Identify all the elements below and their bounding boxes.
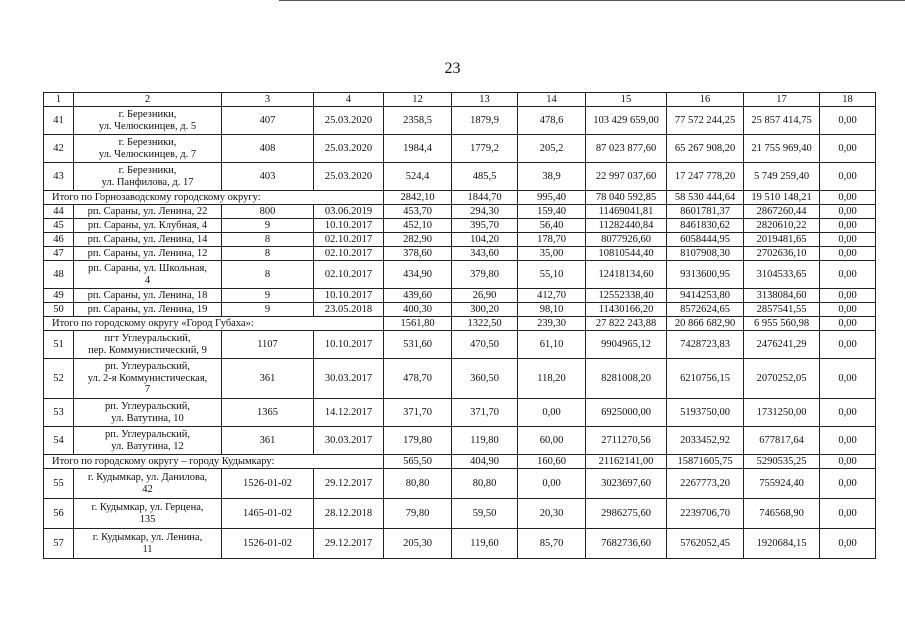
regional-funds-cell: 2702636,10 — [744, 247, 820, 261]
area-total-cell: 439,60 — [384, 289, 452, 303]
area-total-cell: 371,70 — [384, 399, 452, 427]
area-nonliving-cell: 55,10 — [518, 261, 586, 289]
address-cell: рп. Углеуральский, ул. Ватутина, 10 — [74, 399, 222, 427]
area-total-cell: 478,70 — [384, 359, 452, 399]
address-cell: г. Кудымкар, ул. Ленина, 11 — [74, 529, 222, 559]
total-cost-cell: 8077926,60 — [586, 233, 667, 247]
area-total-cell: 179,80 — [384, 427, 452, 455]
subtotal-row — [44, 191, 876, 205]
row-number: 46 — [44, 233, 74, 247]
federal-funds-cell: 6058444,95 — [667, 233, 744, 247]
row-number: 44 — [44, 205, 74, 219]
area-living-cell: 59,50 — [452, 499, 518, 529]
doc-number-cell: 8 — [222, 233, 314, 247]
area-total-cell: 79,80 — [384, 499, 452, 529]
area-living-cell: 119,80 — [452, 427, 518, 455]
date-cell: 29.12.2017 — [314, 469, 384, 499]
table-row — [44, 399, 876, 427]
date-cell: 28.12.2018 — [314, 499, 384, 529]
total-cost-cell: 8281008,20 — [586, 359, 667, 399]
federal-funds-cell: 5193750,00 — [667, 399, 744, 427]
total-cost-cell: 6925000,00 — [586, 399, 667, 427]
regional-funds-cell: 5 749 259,40 — [744, 163, 820, 191]
area-living-cell: 360,50 — [452, 359, 518, 399]
area-total-cell: 434,90 — [384, 261, 452, 289]
area-nonliving-cell: 61,10 — [518, 331, 586, 359]
column-number: 13 — [452, 93, 518, 107]
date-cell: 03.06.2019 — [314, 205, 384, 219]
doc-number-cell: 1365 — [222, 399, 314, 427]
address-cell: рп. Сараны, ул. Ленина, 22 — [74, 205, 222, 219]
doc-number-cell: 9 — [222, 289, 314, 303]
area-living-cell: 404,90 — [452, 455, 518, 469]
local-funds-cell: 0,00 — [820, 529, 876, 559]
regional-funds-cell: 3138084,60 — [744, 289, 820, 303]
total-cost-cell: 3023697,60 — [586, 469, 667, 499]
row-number: 52 — [44, 359, 74, 399]
local-funds-cell: 0,00 — [820, 399, 876, 427]
date-cell: 02.10.2017 — [314, 261, 384, 289]
address-cell: рп. Углеуральский, ул. Ватутина, 12 — [74, 427, 222, 455]
table-body — [44, 93, 876, 559]
total-cost-cell: 2986275,60 — [586, 499, 667, 529]
doc-number-cell: 403 — [222, 163, 314, 191]
column-number: 1 — [44, 93, 74, 107]
total-cost-cell: 11469041,81 — [586, 205, 667, 219]
federal-funds-cell: 8601781,37 — [667, 205, 744, 219]
local-funds-cell: 0,00 — [820, 163, 876, 191]
table-row — [44, 233, 876, 247]
area-living-cell: 379,80 — [452, 261, 518, 289]
column-number: 17 — [744, 93, 820, 107]
area-total-cell: 453,70 — [384, 205, 452, 219]
date-cell: 25.03.2020 — [314, 163, 384, 191]
regional-funds-cell: 25 857 414,75 — [744, 107, 820, 135]
address-cell: рп. Сараны, ул. Ленина, 14 — [74, 233, 222, 247]
area-nonliving-cell: 178,70 — [518, 233, 586, 247]
doc-number-cell: 361 — [222, 427, 314, 455]
row-number: 48 — [44, 261, 74, 289]
table-row — [44, 331, 876, 359]
table-row — [44, 163, 876, 191]
row-number: 42 — [44, 135, 74, 163]
area-living-cell: 80,80 — [452, 469, 518, 499]
address-cell: рп. Углеуральский, ул. 2-я Коммунистическая, 7 — [74, 359, 222, 399]
area-total-cell: 205,30 — [384, 529, 452, 559]
area-nonliving-cell: 98,10 — [518, 303, 586, 317]
federal-funds-cell: 8572624,65 — [667, 303, 744, 317]
area-nonliving-cell: 205,2 — [518, 135, 586, 163]
federal-funds-cell: 2267773,20 — [667, 469, 744, 499]
table-row — [44, 107, 876, 135]
local-funds-cell: 0,00 — [820, 247, 876, 261]
table-row — [44, 219, 876, 233]
column-number: 4 — [314, 93, 384, 107]
row-number: 53 — [44, 399, 74, 427]
regional-funds-cell: 2019481,65 — [744, 233, 820, 247]
doc-number-cell: 1526-01-02 — [222, 469, 314, 499]
area-living-cell: 1844,70 — [452, 191, 518, 205]
area-nonliving-cell: 85,70 — [518, 529, 586, 559]
federal-funds-cell: 7428723,83 — [667, 331, 744, 359]
total-cost-cell: 27 822 243,88 — [586, 317, 667, 331]
area-total-cell: 378,60 — [384, 247, 452, 261]
local-funds-cell: 0,00 — [820, 317, 876, 331]
table-row — [44, 529, 876, 559]
total-cost-cell: 9904965,12 — [586, 331, 667, 359]
top-rule — [279, 0, 905, 1]
area-total-cell: 80,80 — [384, 469, 452, 499]
address-cell: рп. Сараны, ул. Клубная, 4 — [74, 219, 222, 233]
total-cost-cell: 7682736,60 — [586, 529, 667, 559]
subtotal-row — [44, 455, 876, 469]
total-cost-cell: 11282440,84 — [586, 219, 667, 233]
column-number: 2 — [74, 93, 222, 107]
total-cost-cell: 103 429 659,00 — [586, 107, 667, 135]
local-funds-cell: 0,00 — [820, 499, 876, 529]
area-nonliving-cell: 159,40 — [518, 205, 586, 219]
regional-funds-cell: 1731250,00 — [744, 399, 820, 427]
total-cost-cell: 10810544,40 — [586, 247, 667, 261]
local-funds-cell: 0,00 — [820, 135, 876, 163]
regional-funds-cell: 2070252,05 — [744, 359, 820, 399]
area-living-cell: 470,50 — [452, 331, 518, 359]
federal-funds-cell: 77 572 244,25 — [667, 107, 744, 135]
doc-number-cell: 9 — [222, 219, 314, 233]
doc-number-cell: 361 — [222, 359, 314, 399]
local-funds-cell: 0,00 — [820, 233, 876, 247]
area-living-cell: 104,20 — [452, 233, 518, 247]
row-number: 50 — [44, 303, 74, 317]
date-cell: 02.10.2017 — [314, 233, 384, 247]
area-living-cell: 1779,2 — [452, 135, 518, 163]
date-cell: 30.03.2017 — [314, 427, 384, 455]
area-nonliving-cell: 38,9 — [518, 163, 586, 191]
address-cell: рп. Сараны, ул. Ленина, 18 — [74, 289, 222, 303]
area-total-cell: 452,10 — [384, 219, 452, 233]
row-number: 43 — [44, 163, 74, 191]
regional-funds-cell: 2857541,55 — [744, 303, 820, 317]
row-number: 56 — [44, 499, 74, 529]
local-funds-cell: 0,00 — [820, 427, 876, 455]
area-nonliving-cell: 0,00 — [518, 469, 586, 499]
table-row — [44, 205, 876, 219]
area-total-cell: 400,30 — [384, 303, 452, 317]
area-nonliving-cell: 35,00 — [518, 247, 586, 261]
area-total-cell: 524,4 — [384, 163, 452, 191]
regional-funds-cell: 21 755 969,40 — [744, 135, 820, 163]
column-number: 15 — [586, 93, 667, 107]
regional-funds-cell: 3104533,65 — [744, 261, 820, 289]
area-nonliving-cell: 412,70 — [518, 289, 586, 303]
table-row — [44, 261, 876, 289]
area-nonliving-cell: 239,30 — [518, 317, 586, 331]
address-cell: рп. Сараны, ул. Ленина, 12 — [74, 247, 222, 261]
local-funds-cell: 0,00 — [820, 191, 876, 205]
area-living-cell: 1879,9 — [452, 107, 518, 135]
column-number: 16 — [667, 93, 744, 107]
federal-funds-cell: 8107908,30 — [667, 247, 744, 261]
federal-funds-cell: 8461830,62 — [667, 219, 744, 233]
local-funds-cell: 0,00 — [820, 205, 876, 219]
address-cell: г. Березники, ул. Челюскинцев, д. 7 — [74, 135, 222, 163]
row-number: 51 — [44, 331, 74, 359]
area-total-cell: 2842,10 — [384, 191, 452, 205]
table-row — [44, 427, 876, 455]
address-cell: г. Березники, ул. Панфилова, д. 17 — [74, 163, 222, 191]
row-number: 54 — [44, 427, 74, 455]
local-funds-cell: 0,00 — [820, 331, 876, 359]
local-funds-cell: 0,00 — [820, 261, 876, 289]
address-cell: г. Березники, ул. Челюскинцев, д. 5 — [74, 107, 222, 135]
row-number: 45 — [44, 219, 74, 233]
table-row — [44, 247, 876, 261]
area-total-cell: 531,60 — [384, 331, 452, 359]
federal-funds-cell: 2033452,92 — [667, 427, 744, 455]
subtotal-label: Итого по городскому округу – городу Кудымкару: — [44, 455, 384, 469]
total-cost-cell: 12418134,60 — [586, 261, 667, 289]
regional-funds-cell: 755924,40 — [744, 469, 820, 499]
row-number: 41 — [44, 107, 74, 135]
local-funds-cell: 0,00 — [820, 289, 876, 303]
doc-number-cell: 407 — [222, 107, 314, 135]
area-nonliving-cell: 0,00 — [518, 399, 586, 427]
table-row — [44, 359, 876, 399]
subtotal-row — [44, 317, 876, 331]
area-living-cell: 300,20 — [452, 303, 518, 317]
area-living-cell: 343,60 — [452, 247, 518, 261]
address-cell: г. Кудымкар, ул. Данилова, 42 — [74, 469, 222, 499]
total-cost-cell: 21162141,00 — [586, 455, 667, 469]
regional-funds-cell: 2867260,44 — [744, 205, 820, 219]
regional-funds-cell: 2820610,22 — [744, 219, 820, 233]
federal-funds-cell: 2239706,70 — [667, 499, 744, 529]
column-number: 18 — [820, 93, 876, 107]
area-total-cell: 2358,5 — [384, 107, 452, 135]
area-living-cell: 395,70 — [452, 219, 518, 233]
local-funds-cell: 0,00 — [820, 455, 876, 469]
address-cell: г. Кудымкар, ул. Герцена, 135 — [74, 499, 222, 529]
area-total-cell: 1984,4 — [384, 135, 452, 163]
date-cell: 10.10.2017 — [314, 219, 384, 233]
area-living-cell: 119,60 — [452, 529, 518, 559]
regional-funds-cell: 1920684,15 — [744, 529, 820, 559]
federal-funds-cell: 9414253,80 — [667, 289, 744, 303]
date-cell: 10.10.2017 — [314, 289, 384, 303]
page-number: 23 — [444, 60, 461, 77]
area-nonliving-cell: 995,40 — [518, 191, 586, 205]
doc-number-cell: 800 — [222, 205, 314, 219]
doc-number-cell: 9 — [222, 303, 314, 317]
federal-funds-cell: 15871605,75 — [667, 455, 744, 469]
area-nonliving-cell: 60,00 — [518, 427, 586, 455]
area-living-cell: 26,90 — [452, 289, 518, 303]
local-funds-cell: 0,00 — [820, 219, 876, 233]
federal-funds-cell: 58 530 444,64 — [667, 191, 744, 205]
total-cost-cell: 11430166,20 — [586, 303, 667, 317]
table-row — [44, 499, 876, 529]
federal-funds-cell: 20 866 682,90 — [667, 317, 744, 331]
column-number-row — [44, 93, 876, 107]
table-row — [44, 289, 876, 303]
area-nonliving-cell: 160,60 — [518, 455, 586, 469]
doc-number-cell: 1107 — [222, 331, 314, 359]
date-cell: 14.12.2017 — [314, 399, 384, 427]
date-cell: 25.03.2020 — [314, 135, 384, 163]
area-living-cell: 371,70 — [452, 399, 518, 427]
date-cell: 10.10.2017 — [314, 331, 384, 359]
regional-funds-cell: 2476241,29 — [744, 331, 820, 359]
regional-funds-cell: 6 955 560,98 — [744, 317, 820, 331]
date-cell: 29.12.2017 — [314, 529, 384, 559]
federal-funds-cell: 5762052,45 — [667, 529, 744, 559]
local-funds-cell: 0,00 — [820, 469, 876, 499]
regional-funds-cell: 19 510 148,21 — [744, 191, 820, 205]
date-cell: 02.10.2017 — [314, 247, 384, 261]
table-row — [44, 469, 876, 499]
federal-funds-cell: 65 267 908,20 — [667, 135, 744, 163]
row-number: 57 — [44, 529, 74, 559]
area-living-cell: 1322,50 — [452, 317, 518, 331]
column-number: 12 — [384, 93, 452, 107]
area-nonliving-cell: 56,40 — [518, 219, 586, 233]
federal-funds-cell: 17 247 778,20 — [667, 163, 744, 191]
local-funds-cell: 0,00 — [820, 107, 876, 135]
regional-funds-cell: 5290535,25 — [744, 455, 820, 469]
area-nonliving-cell: 478,6 — [518, 107, 586, 135]
area-living-cell: 294,30 — [452, 205, 518, 219]
total-cost-cell: 2711270,56 — [586, 427, 667, 455]
address-cell: пгт Углеуральский, пер. Коммунистический, 9 — [74, 331, 222, 359]
total-cost-cell: 12552338,40 — [586, 289, 667, 303]
table-row — [44, 135, 876, 163]
doc-number-cell: 1526-01-02 — [222, 529, 314, 559]
total-cost-cell: 87 023 877,60 — [586, 135, 667, 163]
doc-number-cell: 408 — [222, 135, 314, 163]
doc-number-cell: 1465-01-02 — [222, 499, 314, 529]
address-cell: рп. Сараны, ул. Ленина, 19 — [74, 303, 222, 317]
local-funds-cell: 0,00 — [820, 359, 876, 399]
total-cost-cell: 22 997 037,60 — [586, 163, 667, 191]
table-row — [44, 303, 876, 317]
area-nonliving-cell: 118,20 — [518, 359, 586, 399]
federal-funds-cell: 6210756,15 — [667, 359, 744, 399]
subtotal-label: Итого по городскому округу «Город Губаха»: — [44, 317, 384, 331]
doc-number-cell: 8 — [222, 261, 314, 289]
area-total-cell: 282,90 — [384, 233, 452, 247]
date-cell: 30.03.2017 — [314, 359, 384, 399]
federal-funds-cell: 9313600,95 — [667, 261, 744, 289]
regional-funds-cell: 746568,90 — [744, 499, 820, 529]
regional-funds-cell: 677817,64 — [744, 427, 820, 455]
row-number: 49 — [44, 289, 74, 303]
register-table — [43, 92, 876, 559]
row-number: 55 — [44, 469, 74, 499]
area-nonliving-cell: 20,30 — [518, 499, 586, 529]
total-cost-cell: 78 040 592,85 — [586, 191, 667, 205]
row-number: 47 — [44, 247, 74, 261]
subtotal-label: Итого по Горнозаводскому городскому округу: — [44, 191, 384, 205]
doc-number-cell: 8 — [222, 247, 314, 261]
address-cell: рп. Сараны, ул. Школьная, 4 — [74, 261, 222, 289]
date-cell: 25.03.2020 — [314, 107, 384, 135]
area-total-cell: 1561,80 — [384, 317, 452, 331]
column-number: 3 — [222, 93, 314, 107]
local-funds-cell: 0,00 — [820, 303, 876, 317]
area-living-cell: 485,5 — [452, 163, 518, 191]
area-total-cell: 565,50 — [384, 455, 452, 469]
column-number: 14 — [518, 93, 586, 107]
date-cell: 23.05.2018 — [314, 303, 384, 317]
